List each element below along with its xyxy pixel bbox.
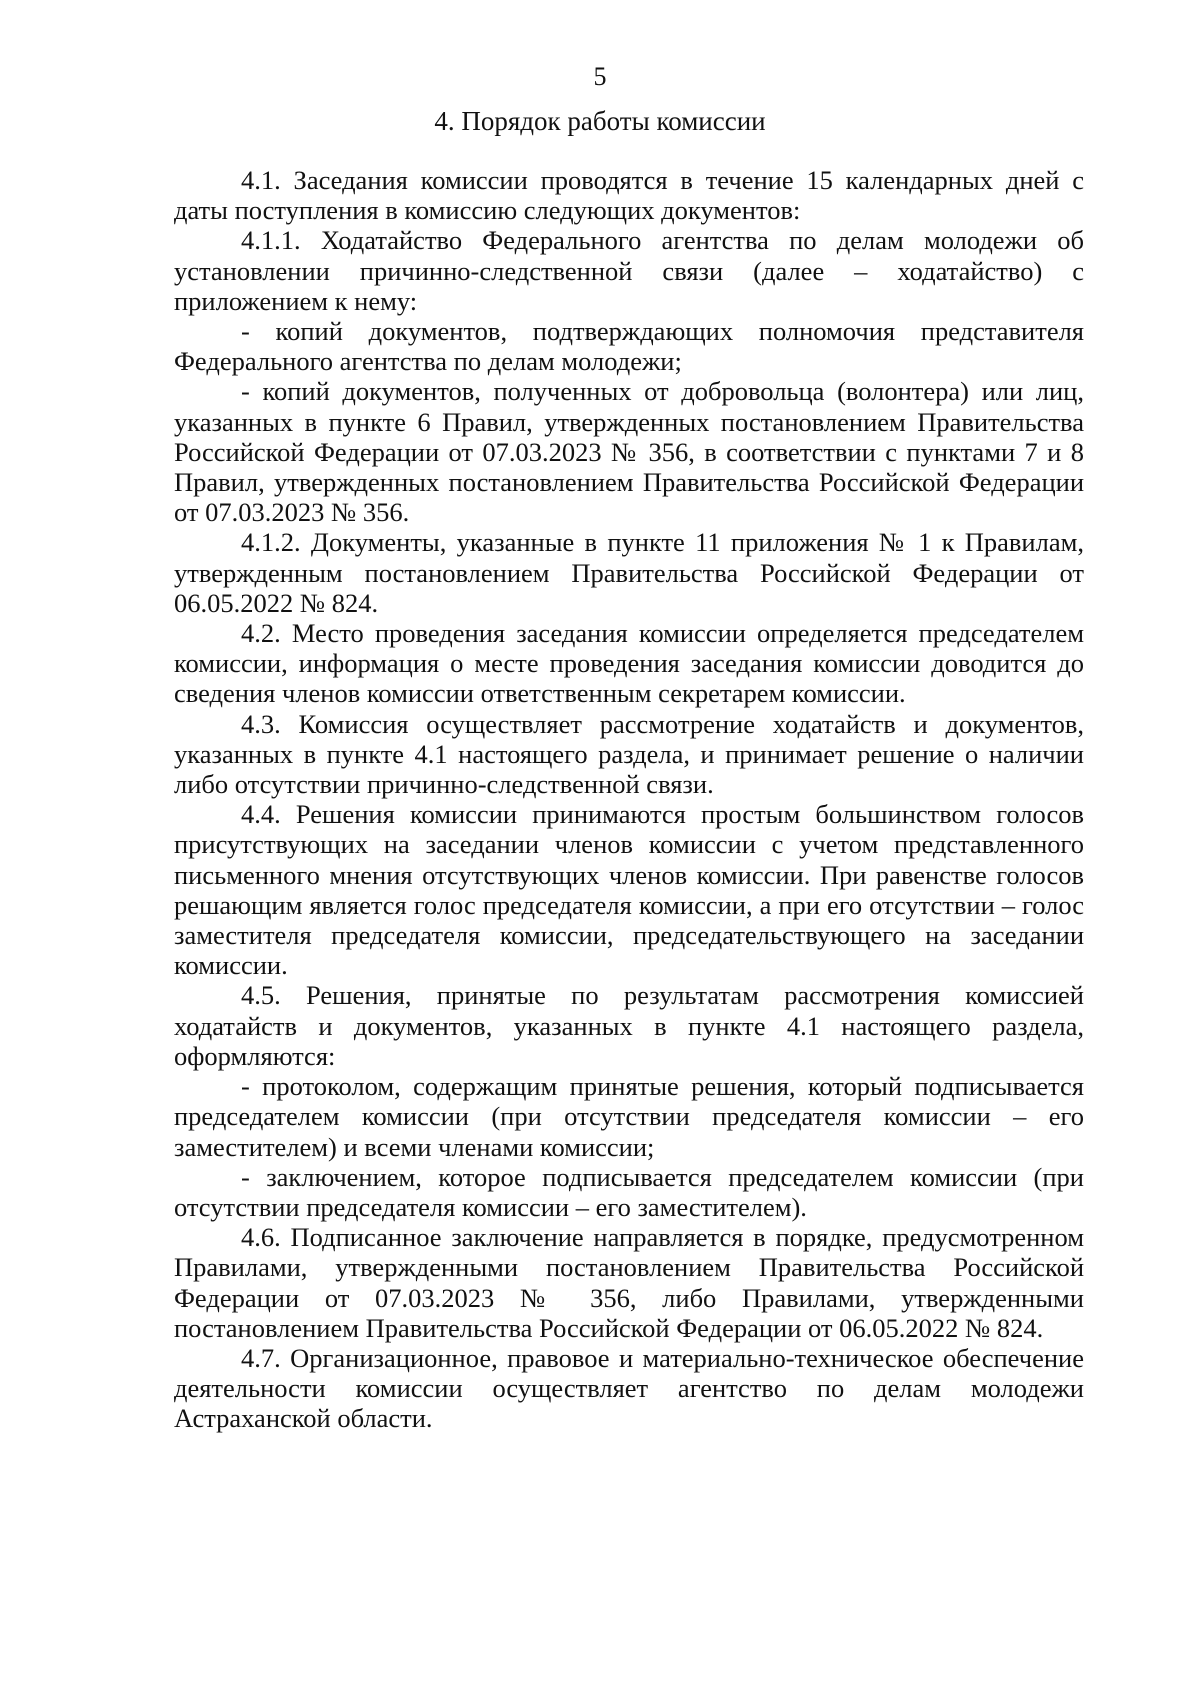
page-number: 5 [593,62,607,91]
paragraph-4-2: 4.2. Место проведения заседания комиссии определяется председателем комиссии, информация о месте проведения заседания комиссии доводится до сведения членов комиссии ответственным секретарем комиссии. [174,618,1084,709]
paragraph-4-6: 4.6. Подписанное заключение направляется в порядке, предусмотренном Правилами, утвержденными постановлением Правительства Российской Федерации от 07.03.2023 № 356, либо Правилами, утвержденными постановлением Правительства Российской Федерации от 06.05.2022 № 824. [174,1222,1084,1343]
paragraph-4-4: 4.4. Решения комиссии принимаются простым большинством голосов присутствующих на заседании членов комиссии с учетом представленного письменного мнения отсутствующих членов комиссии. При равенстве голосов решающим является голос председателя комиссии, а при его отсутствии – голос заместителя председателя комиссии, председательствующего на заседании комиссии. [174,799,1084,981]
paragraph-4-1-2: 4.1.2. Документы, указанные в пункте 11 приложения № 1 к Правилам, утвержденным постановлением Правительства Российской Федерации от 06.05.2022 № 824. [174,527,1084,618]
paragraph-4-5: 4.5. Решения, принятые по результатам рассмотрения комиссией ходатайств и документов, указанных в пункте 4.1 настоящего раздела, оформляются: [174,980,1084,1071]
list-item-protocol: - протоколом, содержащим принятые решения, который подписывается председателем комиссии (при отсутствии председателя комиссии – его заместителем) и всеми членами комиссии; [174,1071,1084,1162]
section-heading: 4. Порядок работы комиссии [434,106,766,136]
list-item-copies-authority: - копий документов, подтверждающих полномочия представителя Федерального агентства по делам молодежи; [174,316,1084,377]
list-item-copies-volunteer: - копий документов, полученных от добровольца (волонтера) или лиц, указанных в пункте 6 Правил, утвержденных постановлением Правительства Российской Федерации от 07.03.2023 № 356, в соответствии с пунктами 7 и 8 Правил, утвержденных постановлением Правительства Российской Федерации от 07.03.2023 № 356. [174,376,1084,528]
paragraph-4-1-1: 4.1.1. Ходатайство Федерального агентства по делам молодежи об установлении причинно-следственной связи (далее – ходатайство) с приложением к нему: [174,225,1084,316]
body-text [174,165,1084,1434]
paragraph-4-1: 4.1. Заседания комиссии проводятся в течение 15 календарных дней с даты поступления в комиссию следующих документов: [174,165,1084,226]
paragraph-4-7: 4.7. Организационное, правовое и материально-техническое обеспечение деятельности комиссии осуществляет агентство по делам молодежи Астраханской области. [174,1342,1084,1434]
list-item-conclusion: - заключением, которое подписывается председателем комиссии (при отсутствии председателя комиссии – его заместителем). [174,1161,1084,1222]
paragraph-4-3: 4.3. Комиссия осуществляет рассмотрение ходатайств и документов, указанных в пункте 4.1 настоящего раздела, и принимает решение о наличии либо отсутствии причинно-следственной связи. [174,708,1084,800]
